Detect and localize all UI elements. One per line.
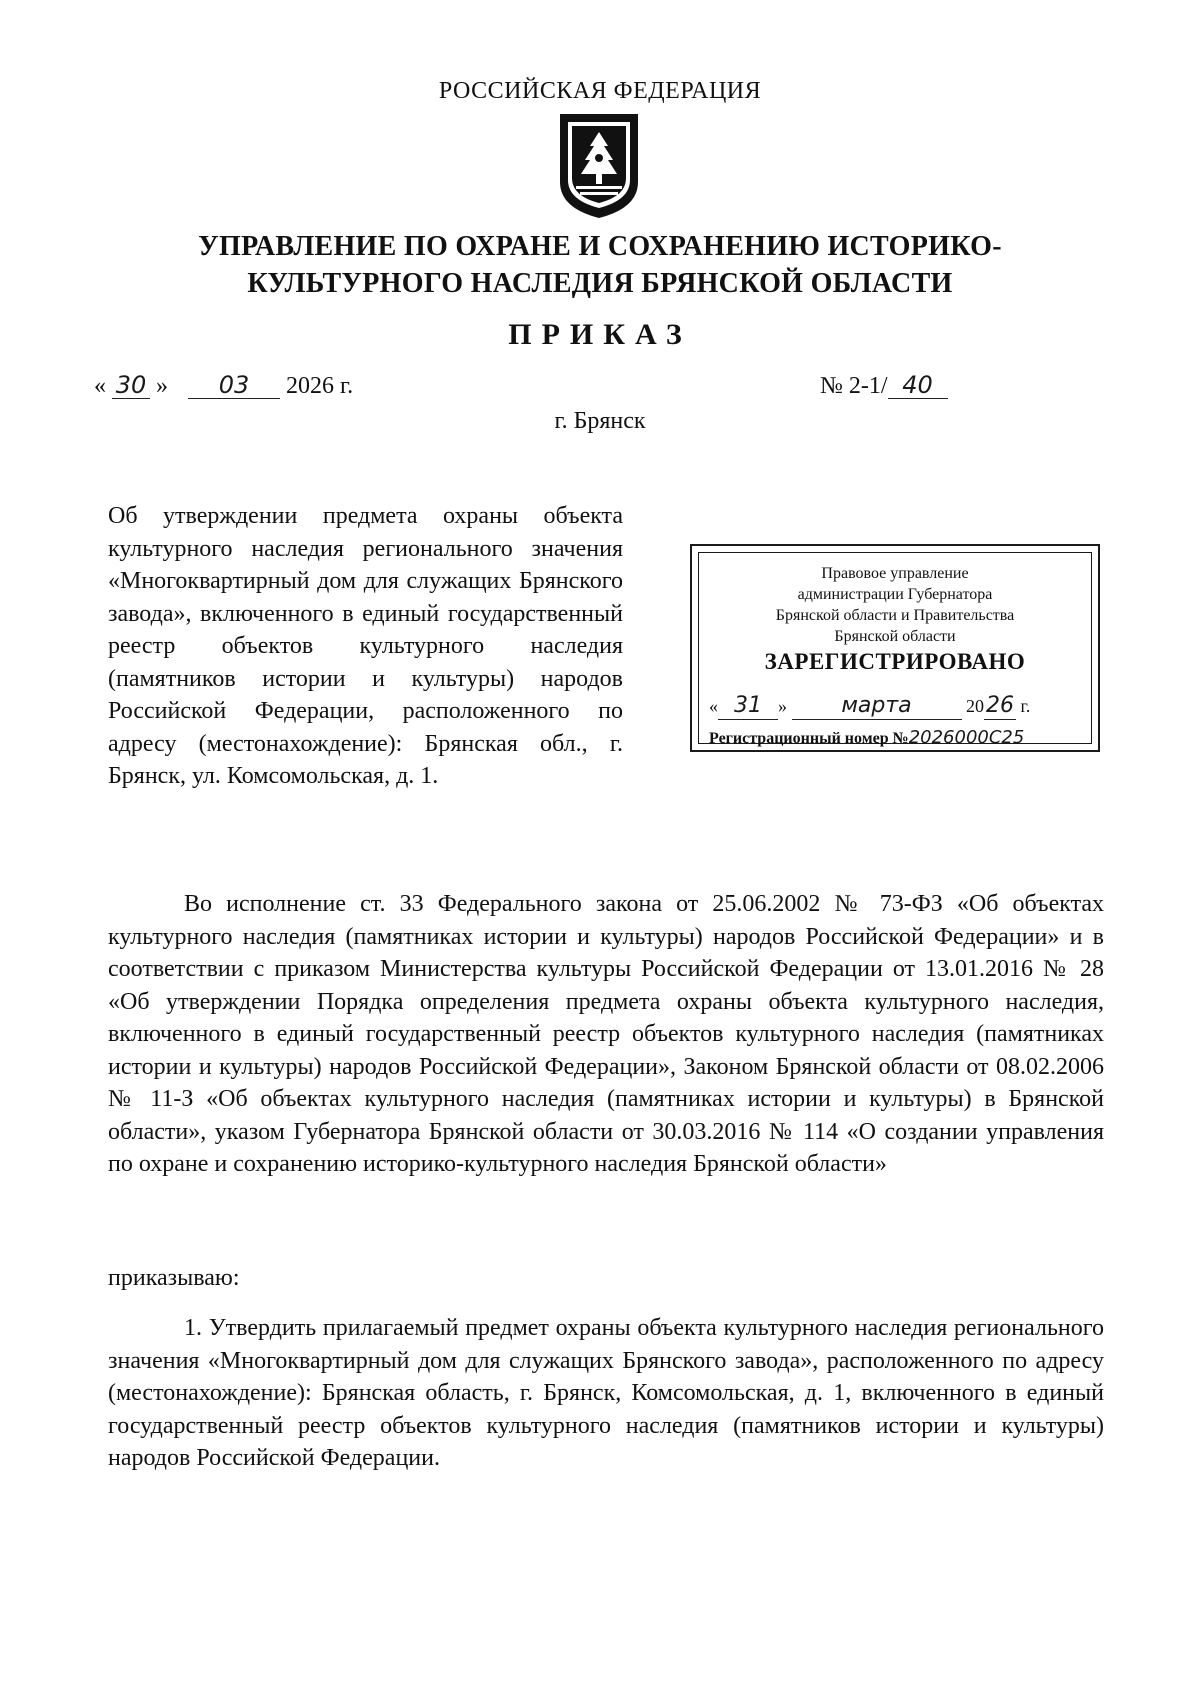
agency-name	[130, 228, 1070, 302]
stamp-reg-label: Регистрационный номер №	[709, 730, 909, 747]
quote-close: »	[156, 373, 168, 399]
order-date	[94, 372, 353, 400]
stamp-year-end: г.	[1020, 696, 1031, 716]
stamp-registered: ЗАРЕГИСТРИРОВАНО	[764, 649, 1026, 674]
quote-open: «	[94, 373, 106, 399]
order-number-value: 40	[888, 372, 948, 399]
order-year: 2026 г.	[286, 373, 354, 399]
coat-of-arms-icon	[558, 112, 640, 220]
stamp-month: марта	[792, 693, 962, 720]
stamp-inner-frame	[698, 552, 1092, 748]
order-subject: Об утверждении предмета охраны объекта культурного наследия регионального значения «Многоквартирный дом для служащих Брянского завода», включенного в единый государственный реестр объектов культурного наследия (памятников истории и культуры) народов Российской Федерации, расположенного по адресу (местонахождение): Брянская обл., г. Брянск, ул. Комсомольская, д. 1.	[108, 503, 623, 789]
registration-stamp	[690, 544, 1100, 752]
order-month: 03	[188, 372, 280, 399]
stamp-org-line2: администрации Губернатора	[797, 586, 993, 603]
federation-title: РОССИЙСКАЯ ФЕДЕРАЦИЯ	[438, 78, 762, 104]
body-paragraph-3: 1. Утвердить прилагаемый предмет охраны объекта культурного наследия регионального значения «Многоквартирный дом для служащих Брянского завода», расположенного по адресу (местонахождение): Брянская область, г. Брянск, Комсомольская, д. 1, включенного в единый государственный реестр объектов культурного наследия (памятников истории и культуры) народов Российской Федерации.	[108, 1315, 1104, 1471]
stamp-org-line1: Правовое управление	[821, 565, 969, 582]
stamp-org-line3: Брянской области и Правительства	[775, 607, 1015, 624]
agency-name-line1: УПРАВЛЕНИЕ ПО ОХРАНЕ И СОХРАНЕНИЮ ИСТОРИКО-	[198, 231, 1002, 262]
stamp-reg-number: 2026000С25	[908, 727, 1025, 748]
order-city: г. Брянск	[554, 408, 646, 434]
body-paragraph-2: приказываю:	[108, 1265, 240, 1291]
document-type: ПРИКАЗ	[508, 318, 692, 351]
order-day: 30	[112, 372, 150, 399]
stamp-reg-number-line	[709, 725, 1024, 751]
stamp-day: 31	[718, 693, 778, 720]
body-paragraph-1: Во исполнение ст. 33 Федерального закона от 25.06.2002 № 73-ФЗ «Об объектах культурного наследия (памятниках истории и культуры) народов Российской Федерации» и в соответствии с приказом Министерства культуры Российской Федерации от 13.01.2016 № 28 «Об утверждении Порядка определения предмета охраны объекта культурного наследия, включенного в единый государственный реестр объектов культурного наследия (памятниках истории и культуры) народов Российской Федерации», Законом Брянской области от 08.02.2006 № 11-З «Об объектах культурного наследия (памятниках истории и культуры) в Брянской области», указом Губернатора Брянской области от 30.03.2016 № 114 «О создании управления по охране и сохранению историко-культурного наследия Брянской области»	[108, 891, 1104, 1177]
stamp-org-line4: Брянской области	[834, 628, 956, 645]
stamp-date: « 31 » марта 2026 г.	[709, 693, 1031, 718]
stamp-organization	[699, 563, 1091, 647]
order-number-prefix: № 2-1/	[820, 373, 888, 399]
stamp-year-prefix: 20	[966, 696, 984, 716]
agency-name-line2: КУЛЬТУРНОГО НАСЛЕДИЯ БРЯНСКОЙ ОБЛАСТИ	[247, 268, 953, 299]
order-number	[820, 372, 948, 400]
stamp-year-suffix: 26	[986, 693, 1014, 718]
